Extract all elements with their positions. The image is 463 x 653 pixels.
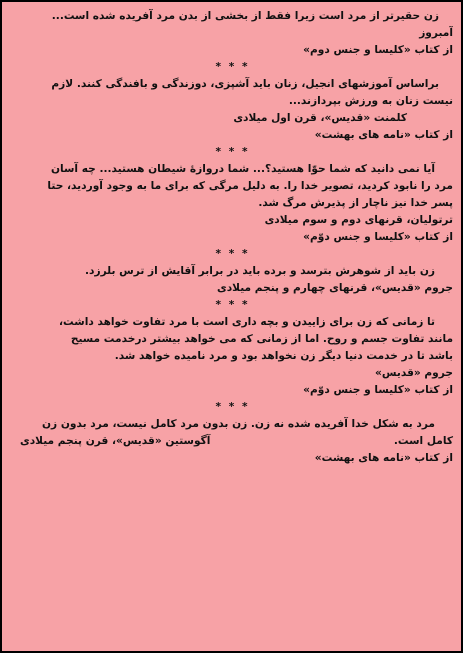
quote-text: مرد را نابود کردید، تصویر خدا را. به دلیل مرگی که برای ما به وجود آوردید، حتا [47,180,453,192]
quote-text: زن باید از شوهرش بترسد و برده باید در برابر آقایش از ترس بلرزد. [85,265,435,277]
quote-text: تا زمانی که زن برای زاییدن و بچه داری است با مرد تفاوت خواهد داشت، [59,316,435,328]
quote-source: از کتاب «کلیسا و جنس دوّم» [303,384,453,396]
quote-source: از کتاب «نامه های بهشت» [314,129,453,141]
quote-text: مانند تفاوت جسم و روح. اما از زمانی که می خواهد بیشتر درخدمت مسیح [70,333,453,345]
quote-text-end: کامل است. [393,435,453,447]
quote-author: جروم «قدیس» [375,367,453,379]
quote-source: از کتاب «کلیسا و جنس دوم» [303,44,453,56]
quote-source: از کتاب «کلیسا و جنس دوّم» [303,231,453,243]
quote-text: باشد تا در خدمت دنیا دیگر زن نخواهد بود و مرد نامیده خواهد شد. [114,350,453,362]
section-separator: * * * [215,146,250,158]
quote-text: زن حقیرتر از مرد است زیرا فقط از بخشی از بدن مرد آفریده شده است... [51,10,439,22]
quote-author: آگوستین «قدیس»، قرن پنجم میلادی [20,435,211,447]
quote-text: مرد به شکل خدا آفریده شده نه زن. زن بدون مرد کامل نیست، مرد بدون زن [42,418,435,430]
quote-source: از کتاب «نامه های بهشت» [314,452,453,464]
section-separator: * * * [215,248,250,260]
quote-text: آیا نمی دانید که شما حوّا هستید؟... شما دروازۀ شیطان هستید... چه آسان [50,163,435,175]
quote-text: نیست زنان به ورزش بپردازند... [288,95,453,107]
section-separator: * * * [215,401,250,413]
quote-text: پسر خدا نیز ناچار از پذیرش مرگ شد. [258,197,453,209]
section-separator: * * * [215,299,250,311]
quote-author: آمبروز [419,27,453,39]
quote-text: براساس آموزشهای انجیل، زنان باید آشپزی، دوزندگی و بافندگی کنند. لازم [51,78,439,90]
quote-author: جروم «قدیس»، قرنهای چهارم و پنجم میلادی [217,282,453,294]
quote-author: کلمنت «قدیس»، قرن اول میلادی [233,112,407,124]
section-separator: * * * [215,61,250,73]
quote-author: ترتولیان، قرنهای دوم و سوم میلادی [264,214,453,226]
quote-author-row [12,433,453,450]
